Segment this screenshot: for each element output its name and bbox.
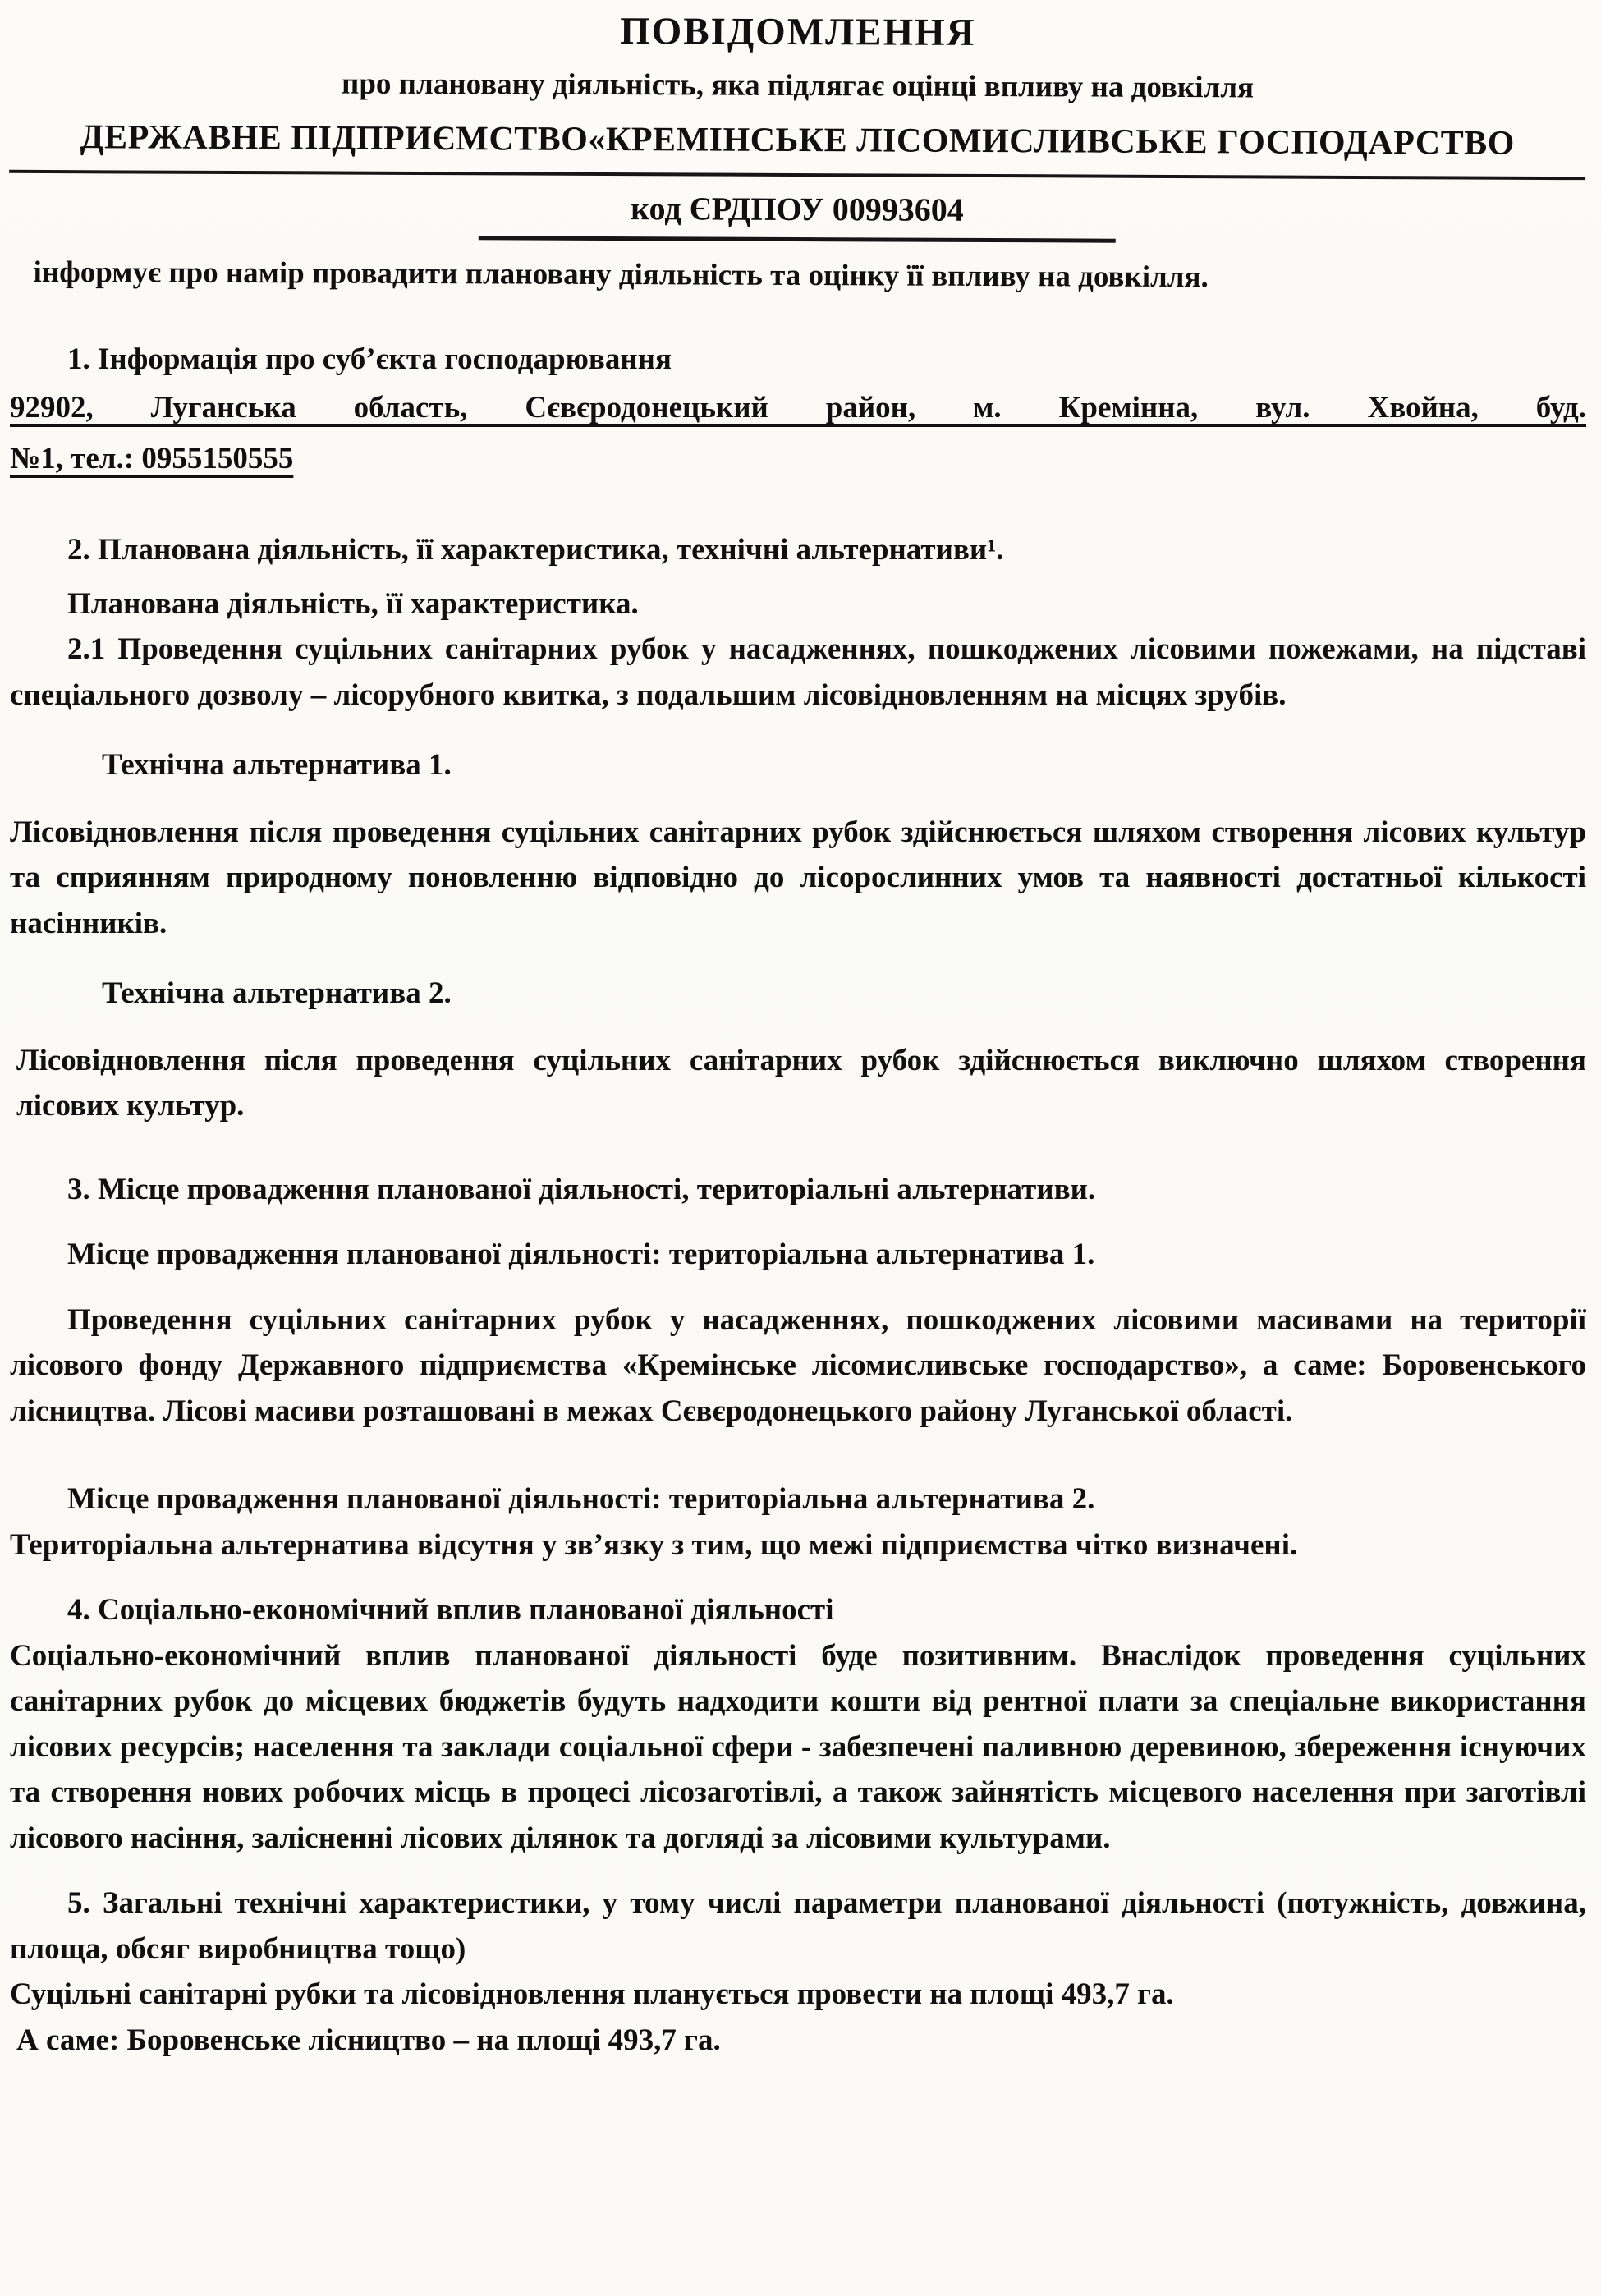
section-4-text: Соціально-економічний вплив планованої діяльності буде позитивним. Внаслідок проведення суцільних санітарних рубок до місцевих бюджетів будуть надходити кошти від рентної плати за спеціальне використання лісових ресурсів; населення та заклади соціальної сфери - забезпечені паливною деревиною, збереження існуючих та створення нових робочих місць в процесі лісозаготівлі, а також зайнятість місцевого населення при заготівлі лісового насіння, залісненні лісових ділянок та догляді за лісовими культурами. [10,1638,1586,1855]
technical-alternative-2-text: Лісовідновлення після проведення суцільних санітарних рубок здійснюється виключно шляхом створення лісових культур. [16,1043,1586,1123]
territorial-alternative-1-text: Проведення суцільних санітарних рубок у насадженнях, пошкоджених лісовими масивами на території лісового фонду Державного підприємства «Кремінське лісомисливське господарство», а саме: Боровенського лісництва. Лісові масиви розташовані в межах Сєвєродонецького району Луганської області. [10,1302,1586,1428]
company-name: ДЕРЖАВНЕ ПІДПРИЄМСТВО«КРЕМІНСЬКЕ ЛІСОМИСЛИВСЬКЕ ГОСПОДАРСТВО [9,112,1585,180]
edrpou-code: код ЄРДПОУ 00993604 [479,184,1116,243]
technical-alternative-1-text: Лісовідновлення після проведення суцільних санітарних рубок здійснюється шляхом створення лісових культур та сприянням природному поновленню відповідно до лісорослинних умов та наявності достатньої кількості насінників. [10,815,1586,940]
section-2-heading: 2. Планована діяльність, її характеристика, технічні альтернативи¹. [67,533,1004,567]
section-5-forestry-line: А саме: Боровенське лісництво – на площі 493,7 га. [16,2023,721,2057]
section-4-heading: 4. Соціально-економічний вплив планованої діяльності [67,1593,834,1628]
territorial-alternative-2-heading: Місце провадження планованої діяльності: територіальна альтернатива 2. [67,1482,1095,1517]
territorial-alternative-1-heading: Місце провадження планованої діяльності: територіальна альтернатива 1. [67,1238,1095,1272]
address-line-2 [10,436,1586,482]
section-2-planned-activity [10,527,1586,1129]
section-5-technical-characteristics [10,1880,1586,2063]
section-4-socioeconomic-impact [10,1587,1586,1861]
section-1-subject-info [10,337,1586,482]
section-5-area-line: Суцільні санітарні рубки та лісовідновлення планується провести на площі 493,7 га. [10,1977,1174,2012]
document-header [8,5,1586,302]
edrpou-code-line [9,181,1585,245]
technical-alternative-1-heading: Технічна альтернатива 1. [102,748,452,783]
paragraph-2-1: 2.1 Проведення суцільних санітарних рубок у насадженнях, пошкоджених лісовими пожежами, на підставі спеціального дозволу – лісорубного квитка, з подальшим лісовідновленням на місцях зрубів. [10,632,1586,712]
address-line-1: 92902, Луганська область, Сєвєродонецький район, м. Кремінна, вул. Хвойна, буд. [10,391,1586,425]
section-3-location [10,1167,1586,1568]
document-subtitle: про плановану діяльність, яка підлягає оцінці впливу на довкілля [341,67,1255,105]
territorial-alternative-2-text: Територіальна альтернатива відсутня у зв’язку з тим, що межі підприємства чітко визначені. [10,1527,1298,1562]
section-1-heading: 1. Інформація про суб’єкта господарювання [67,342,672,376]
document-title: ПОВІДОМЛЕННЯ [620,10,976,54]
section-5-heading: 5. Загальні технічні характеристики, у тому числі параметри планованої діяльності (потужність, довжина, площа, обсяг виробництва тощо) [10,1886,1586,1966]
section-2-subheading: Планована діяльність, її характеристика. [67,586,639,621]
technical-alternative-2-heading: Технічна альтернатива 2. [102,976,452,1011]
phone-number-text: №1, тел.: 0955150555 [10,441,294,475]
intro-statement: інформує про намір провадити плановану діяльність та оцінку її впливу на довкілля. [33,255,1209,295]
section-3-heading: 3. Місце провадження планованої діяльності, територіальні альтернативи. [67,1172,1096,1206]
